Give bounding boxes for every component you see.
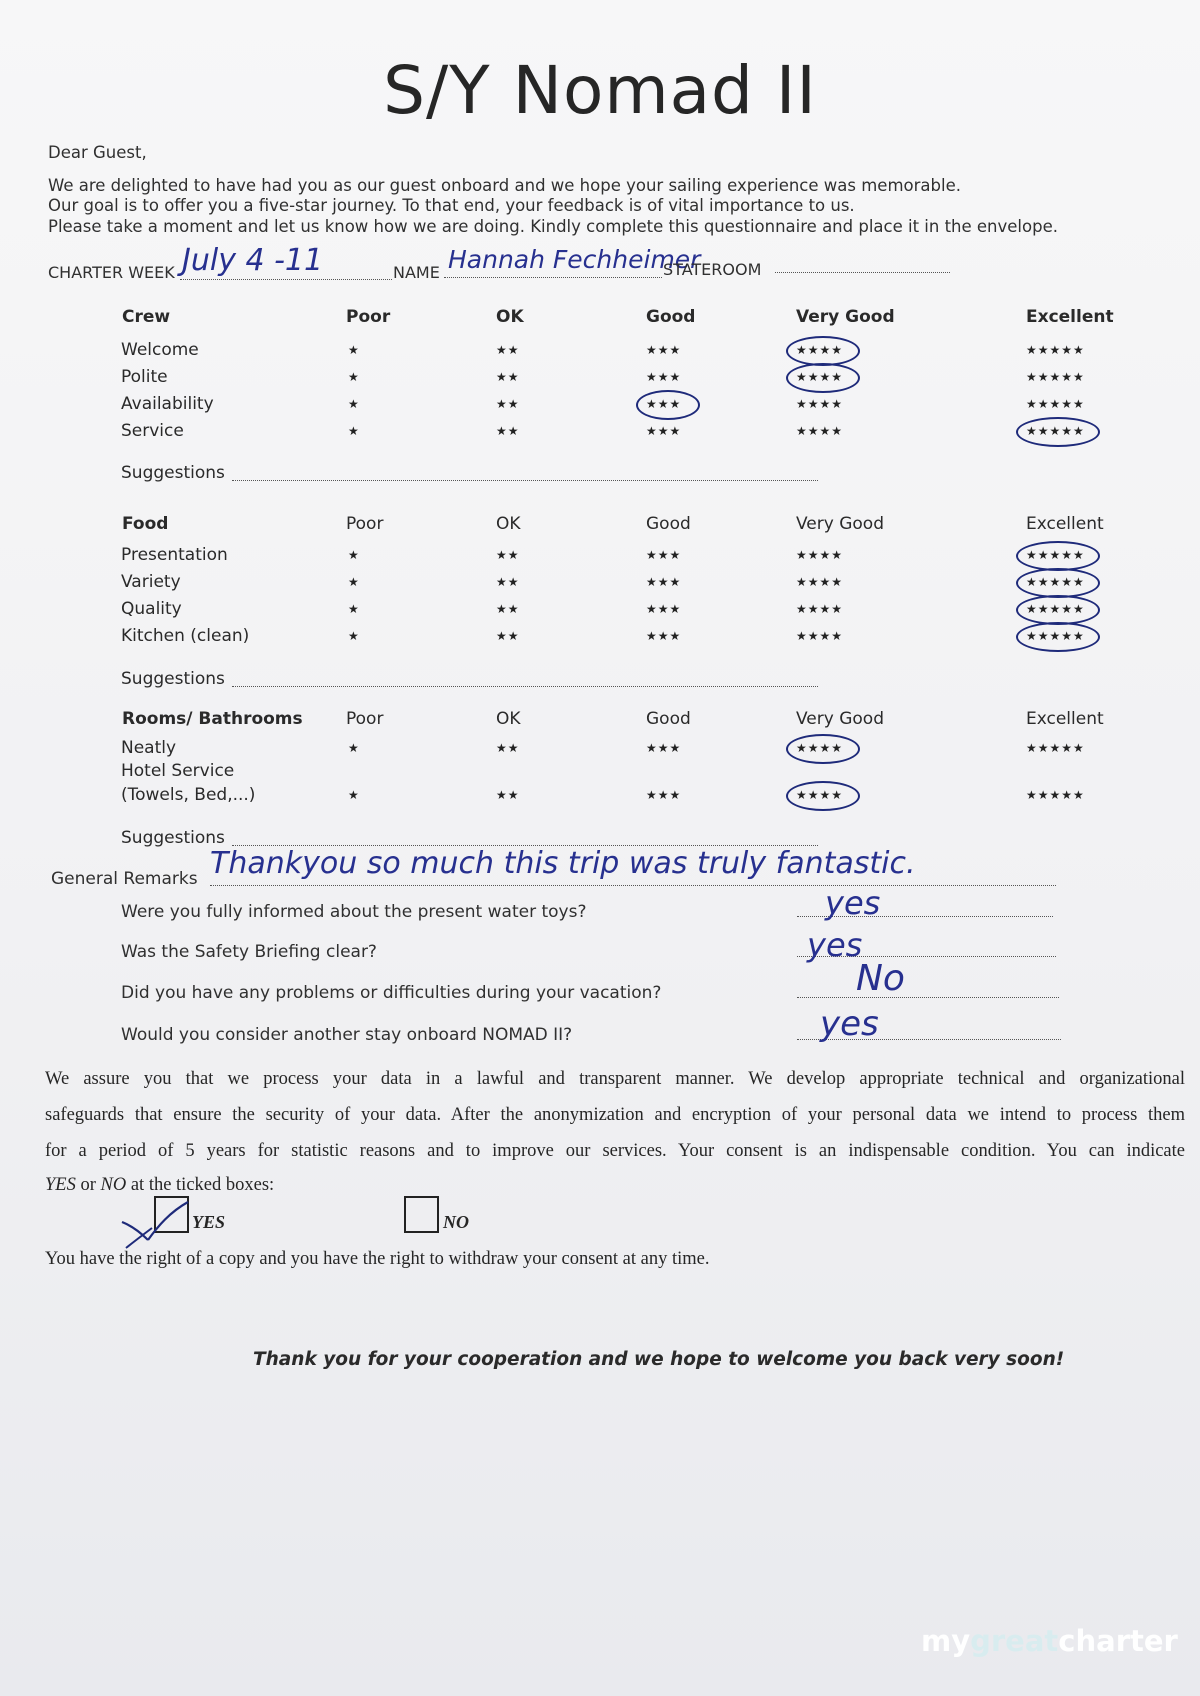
rating-column-header: OK — [496, 307, 524, 327]
closing-message: Thank you for your cooperation and we hope to welcome you back very soon! — [253, 1349, 1065, 1370]
rating-row-label: Hotel Service — [121, 761, 235, 781]
rating-option[interactable]: ★★★★★ — [1026, 548, 1085, 562]
rating-option[interactable]: ★★★★ — [796, 575, 844, 589]
rating-option[interactable]: ★★★ — [646, 343, 682, 357]
answer-4-field[interactable]: yes — [820, 1004, 879, 1044]
rating-option[interactable]: ★ — [348, 424, 360, 438]
consent-no-label: NO — [443, 1212, 469, 1232]
rating-option[interactable]: ★★★★ — [796, 424, 844, 438]
question-1: Were you fully informed about the present water toys? — [121, 902, 587, 922]
rating-option[interactable]: ★★ — [496, 548, 520, 562]
selection-circle — [786, 363, 860, 393]
rating-option[interactable]: ★★ — [496, 629, 520, 643]
rating-column-header: Poor — [346, 307, 391, 327]
selection-circle — [786, 336, 860, 366]
rating-column-header: Very Good — [796, 514, 884, 534]
rating-column-header: Good — [646, 514, 691, 534]
suggestions-label: Suggestions — [121, 669, 225, 689]
name-line — [444, 277, 662, 278]
rating-row-label: Variety — [121, 572, 181, 592]
consent-rights-text: You have the right of a copy and you have the right to withdraw your consent at any time. — [45, 1249, 710, 1269]
rating-option[interactable]: ★★★ — [646, 397, 682, 411]
general-remarks-field[interactable]: Thankyou so much this trip was truly fantastic. — [210, 846, 916, 881]
rating-option[interactable]: ★★★ — [646, 602, 682, 616]
selection-circle — [786, 734, 860, 764]
answer-1-field[interactable]: yes — [825, 884, 881, 922]
rating-option[interactable]: ★★★★★ — [1026, 602, 1085, 616]
intro-line-3: Please take a moment and let us know how we are doing. Kindly complete this questionnaire and place it in the envelope. — [48, 217, 1058, 236]
rating-row-label: Kitchen (clean) — [121, 626, 250, 646]
rating-option[interactable]: ★★★★★ — [1026, 741, 1085, 755]
privacy-line-2: safeguards that ensure the security of your data. After the anonymization and encryption of your personal data we intend to process them — [45, 1105, 1185, 1125]
no-word: NO — [100, 1175, 127, 1195]
rating-option[interactable]: ★★ — [496, 575, 520, 589]
section-title: Food — [122, 514, 169, 534]
rating-option[interactable]: ★★ — [496, 370, 520, 384]
check-mark-icon — [118, 1200, 194, 1252]
rating-option[interactable]: ★★ — [496, 424, 520, 438]
charter-week-field[interactable]: July 4 -11 — [182, 243, 324, 278]
rating-option[interactable]: ★ — [348, 548, 360, 562]
selection-circle — [1016, 622, 1100, 652]
rating-row-label: Availability — [121, 394, 214, 414]
selection-circle — [1016, 568, 1100, 598]
rating-option[interactable]: ★★★★ — [796, 629, 844, 643]
rating-option[interactable]: ★★★ — [646, 788, 682, 802]
rating-option[interactable]: ★★★ — [646, 575, 682, 589]
selection-circle — [786, 781, 860, 811]
rating-option[interactable]: ★★★ — [646, 370, 682, 384]
rating-row-label: Polite — [121, 367, 168, 387]
intro-line-1: We are delighted to have had you as our guest onboard and we hope your sailing experience was memorable. — [48, 176, 961, 195]
selection-circle — [1016, 541, 1100, 571]
yes-word: YES — [45, 1175, 76, 1195]
or-word: or — [80, 1175, 96, 1195]
rating-option[interactable]: ★★ — [496, 788, 520, 802]
name-label: NAME — [393, 263, 440, 282]
privacy-tail: at the ticked boxes: — [130, 1175, 275, 1195]
privacy-line-1: We assure you that we process your data in a lawful and transparent manner. We develop appropriate technical and organizational — [45, 1069, 1185, 1089]
selection-circle — [636, 390, 700, 420]
rating-option[interactable]: ★★ — [496, 397, 520, 411]
privacy-line-4 — [45, 1175, 274, 1196]
rating-row-label: (Towels, Bed,...) — [121, 785, 256, 805]
stateroom-label: STATEROOM — [663, 260, 762, 279]
rating-option[interactable]: ★ — [348, 602, 360, 616]
rating-option[interactable]: ★★★★ — [796, 788, 844, 802]
rating-option[interactable]: ★★★★ — [796, 397, 844, 411]
rating-row-label: Quality — [121, 599, 182, 619]
charter-week-line — [180, 279, 392, 280]
rating-column-header: Excellent — [1026, 514, 1104, 534]
section-title: Crew — [122, 307, 171, 327]
rating-option[interactable]: ★★★★★ — [1026, 370, 1085, 384]
rating-option[interactable]: ★ — [348, 788, 360, 802]
suggestions-label: Suggestions — [121, 828, 225, 848]
rating-column-header: Poor — [346, 514, 384, 534]
name-field[interactable]: Hannah Fechheimer — [448, 245, 701, 274]
stateroom-field[interactable] — [775, 272, 950, 273]
rating-column-header: Poor — [346, 709, 384, 729]
rating-column-header: Excellent — [1026, 307, 1114, 327]
rating-option[interactable]: ★★★★ — [796, 602, 844, 616]
rating-option[interactable]: ★★★ — [646, 741, 682, 755]
privacy-line-3: for a period of 5 years for statistic reasons and to improve our services. Your consent is an indispensable condition. You can indicate — [45, 1141, 1185, 1161]
rating-option[interactable]: ★★★★ — [796, 370, 844, 384]
question-3: Did you have any problems or difficulties during your vacation? — [121, 983, 662, 1003]
rating-row-label: Welcome — [121, 340, 199, 360]
rating-column-header: Good — [646, 709, 691, 729]
rating-column-header: Good — [646, 307, 696, 327]
rating-row-label: Service — [121, 421, 184, 441]
greeting: Dear Guest, — [48, 143, 147, 162]
rating-option[interactable]: ★★★ — [646, 629, 682, 643]
rating-column-header: Very Good — [796, 709, 884, 729]
rating-option[interactable]: ★★★★ — [796, 343, 844, 357]
rating-option[interactable]: ★ — [348, 629, 360, 643]
answer-3-line — [797, 997, 1059, 998]
rating-column-header: Excellent — [1026, 709, 1104, 729]
rating-option[interactable]: ★★★★★ — [1026, 343, 1085, 357]
rating-row-label: Neatly — [121, 738, 177, 758]
rating-column-header: Very Good — [796, 307, 895, 327]
rating-row-label: Presentation — [121, 545, 228, 565]
intro-line-2: Our goal is to offer you a five-star journey. To that end, your feedback is of vital importance to us. — [48, 196, 855, 215]
rating-option[interactable]: ★ — [348, 370, 360, 384]
watermark-logo: mygreatcharter — [921, 1624, 1178, 1658]
section-title: Rooms/ Bathrooms — [122, 709, 303, 729]
consent-no-checkbox[interactable] — [404, 1196, 439, 1233]
rating-column-header: OK — [496, 514, 521, 534]
general-remarks-label: General Remarks — [51, 869, 198, 889]
rating-option[interactable]: ★★ — [496, 343, 520, 357]
charter-week-label: CHARTER WEEK — [48, 263, 175, 282]
rating-option[interactable]: ★★★ — [646, 424, 682, 438]
rating-option[interactable]: ★ — [348, 343, 360, 357]
question-2: Was the Safety Briefing clear? — [121, 942, 377, 962]
rating-option[interactable]: ★★★★★ — [1026, 397, 1085, 411]
page-title: S/Y Nomad II — [383, 52, 817, 129]
rating-option[interactable]: ★★ — [496, 602, 520, 616]
rating-option[interactable]: ★ — [348, 575, 360, 589]
question-4: Would you consider another stay onboard NOMAD II? — [121, 1025, 573, 1045]
rating-option[interactable]: ★★★★★ — [1026, 424, 1085, 438]
answer-3-field[interactable]: No — [856, 958, 905, 999]
rating-option[interactable]: ★★★ — [646, 548, 682, 562]
general-remarks-line — [210, 885, 1056, 886]
rating-option[interactable]: ★★ — [496, 741, 520, 755]
selection-circle — [1016, 595, 1100, 625]
rating-option[interactable]: ★★★★ — [796, 548, 844, 562]
consent-yes-label: YES — [192, 1212, 226, 1232]
rating-option[interactable]: ★★★★★ — [1026, 575, 1085, 589]
rating-option[interactable]: ★ — [348, 741, 360, 755]
suggestions-label: Suggestions — [121, 463, 225, 483]
suggestions-field[interactable] — [232, 686, 818, 687]
rating-option[interactable]: ★★★★ — [796, 741, 844, 755]
rating-option[interactable]: ★ — [348, 397, 360, 411]
suggestions-field[interactable] — [232, 480, 818, 481]
selection-circle — [1016, 417, 1100, 447]
rating-column-header: OK — [496, 709, 521, 729]
rating-option[interactable]: ★★★★★ — [1026, 629, 1085, 643]
rating-option[interactable]: ★★★★★ — [1026, 788, 1085, 802]
answer-2-field[interactable]: yes — [807, 926, 863, 964]
